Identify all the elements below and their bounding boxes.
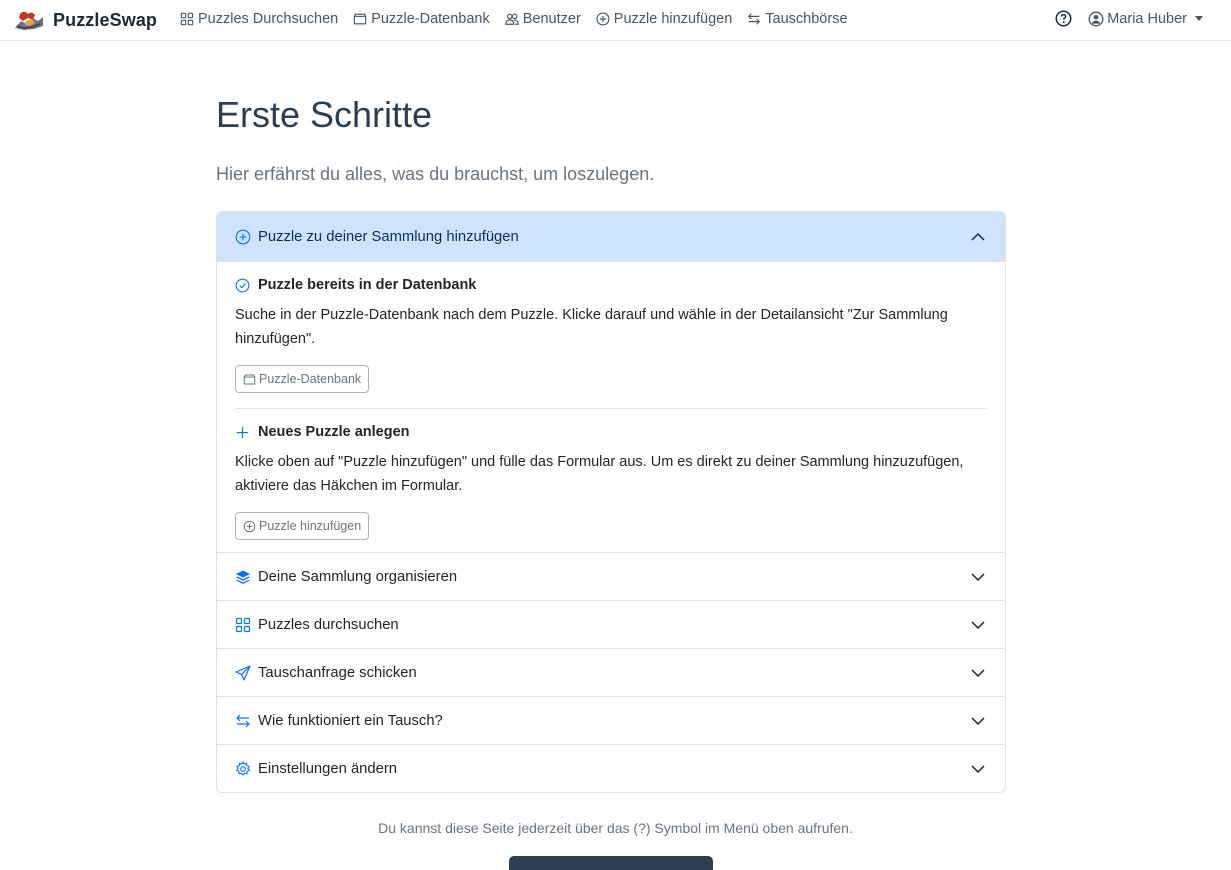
- section-text: Klicke oben auf "Puzzle hinzufügen" und fülle das Formular aus. Um es direkt zu deiner Sammlung hinzuzufügen, aktiviere das Häkchen im Formular.: [235, 454, 964, 494]
- dismiss-button[interactable]: [509, 856, 713, 870]
- button-label: Puzzle hinzufügen: [259, 519, 362, 533]
- gear-icon: [235, 761, 251, 777]
- accordion-header-tausch[interactable]: [217, 696, 1005, 744]
- check-circle-icon: [235, 278, 250, 293]
- nav-item-label: Tauschbörse: [765, 11, 848, 27]
- chevron-down-icon: [970, 761, 986, 777]
- help-accordion: [216, 211, 1006, 793]
- grid-icon: [235, 617, 251, 633]
- button-label: Puzzle-Datenbank: [259, 372, 362, 386]
- accordion-header-label: Tauschanfrage schicken: [258, 664, 417, 681]
- page-title: Erste Schritte: [216, 94, 433, 135]
- nav-puzzle-hinzufuegen[interactable]: [596, 11, 733, 27]
- nav-item-label: Puzzles Durchsuchen: [198, 11, 339, 27]
- accordion-header-puzzle-hinzufuegen[interactable]: [217, 212, 1005, 261]
- section-title-label: Neues Puzzle anlegen: [258, 424, 410, 440]
- puzzle-hinzufuegen-button[interactable]: [235, 512, 369, 540]
- chevron-up-icon: [970, 229, 986, 245]
- accordion-header-label: Puzzle zu deiner Sammlung hinzufügen: [258, 228, 519, 245]
- user-name: Maria Huber: [1107, 10, 1187, 27]
- nav-puzzles-durchsuchen[interactable]: [180, 11, 338, 27]
- page-subtitle: Hier erfährst du alles, was du brauchst, um loszulegen.: [216, 164, 655, 184]
- user-circle-icon: [1088, 11, 1104, 27]
- nav-benutzer[interactable]: [505, 11, 581, 27]
- accordion-header-label: Einstellungen ändern: [258, 760, 398, 777]
- brand[interactable]: [12, 8, 157, 32]
- users-icon: [505, 12, 519, 26]
- section-title: [235, 423, 987, 441]
- box-icon: [353, 12, 367, 26]
- chevron-down-icon: [970, 665, 986, 681]
- nav-tauschboerse[interactable]: [747, 11, 847, 27]
- top-navbar: [0, 0, 1231, 41]
- swap-icon: [235, 713, 251, 729]
- chevron-down-icon: [970, 569, 986, 585]
- accordion-header-tauschanfrage[interactable]: [217, 648, 1005, 696]
- chevron-down-icon: [970, 713, 986, 729]
- divider: [235, 408, 987, 409]
- plus-circle-icon: [243, 520, 256, 533]
- nav-item-label: Benutzer: [522, 11, 581, 27]
- section-title-label: Puzzle bereits in der Datenbank: [258, 277, 477, 293]
- question-circle-icon[interactable]: [1055, 10, 1072, 27]
- nav-item-label: Puzzle-Datenbank: [371, 11, 490, 27]
- accordion-header-puzzles-durchsuchen[interactable]: [217, 600, 1005, 648]
- box-icon: [243, 373, 256, 386]
- chevron-down-icon: [1195, 16, 1203, 21]
- chevron-down-icon: [970, 617, 986, 633]
- section-text: Suche in der Puzzle-Datenbank nach dem Puzzle. Klicke darauf und wähle in der Detailansicht "Zur Sammlung hinzufügen".: [235, 307, 948, 347]
- layers-icon: [235, 569, 251, 585]
- accordion-body-puzzle-hinzufuegen: [217, 261, 1005, 552]
- accordion-header-sammlung-organisieren[interactable]: [217, 552, 1005, 600]
- swap-icon: [747, 12, 761, 26]
- grid-icon: [180, 12, 194, 26]
- main-nav: [180, 11, 863, 27]
- nav-puzzle-datenbank[interactable]: [353, 11, 490, 27]
- accordion-header-label: Deine Sammlung organisieren: [258, 568, 458, 585]
- plus-icon: [235, 425, 250, 440]
- brand-name: PuzzleSwap: [53, 9, 158, 30]
- footer-note: Du kannst diese Seite jederzeit über das (?) Symbol im Menü oben aufrufen.: [378, 820, 853, 836]
- plus-circle-icon: [235, 229, 251, 245]
- nav-item-label: Puzzle hinzufügen: [613, 11, 733, 27]
- send-icon: [235, 665, 251, 681]
- accordion-header-label: Wie funktioniert ein Tausch?: [258, 712, 443, 729]
- plus-circle-icon: [596, 12, 610, 26]
- section-title: [235, 276, 987, 294]
- accordion-header-label: Puzzles durchsuchen: [258, 616, 399, 633]
- puzzleswap-logo-icon: [12, 8, 46, 32]
- accordion-header-einstellungen[interactable]: [217, 744, 1005, 792]
- puzzle-datenbank-button[interactable]: [235, 365, 369, 393]
- nav-right: [1055, 10, 1203, 27]
- user-menu-dropdown[interactable]: [1088, 11, 1203, 27]
